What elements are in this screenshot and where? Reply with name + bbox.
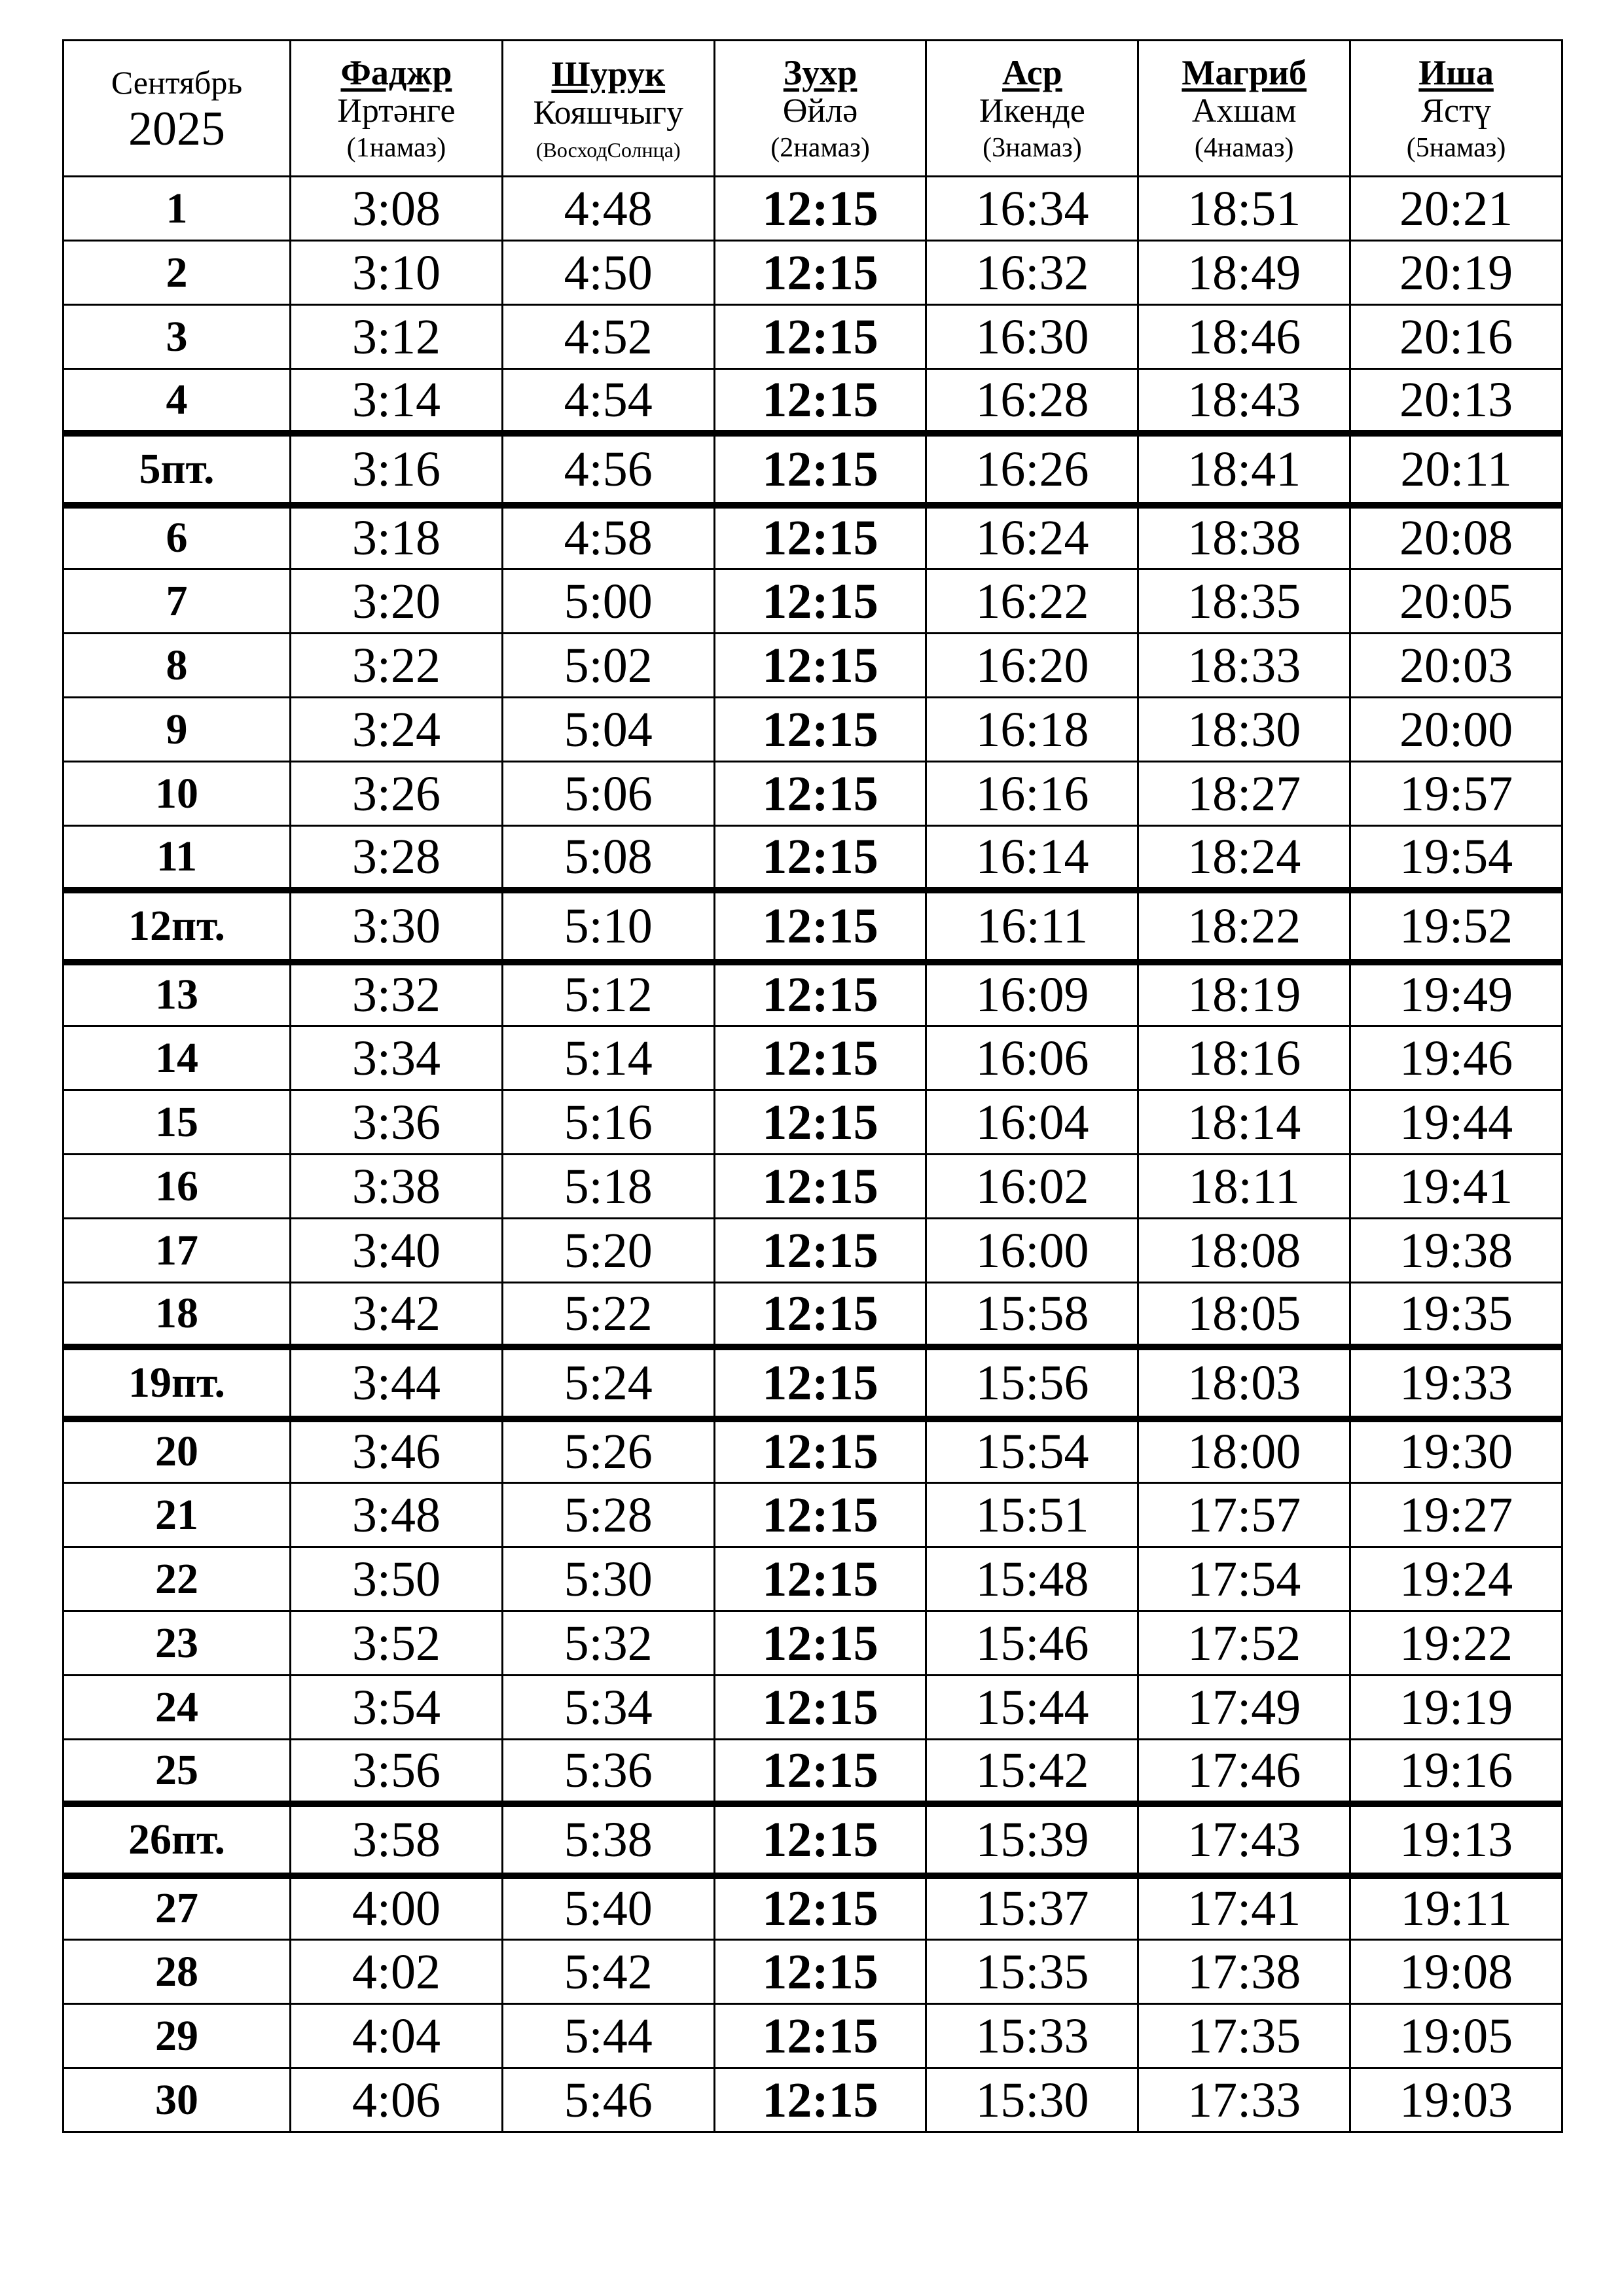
shuruq-time: 4:58 (502, 505, 714, 569)
table-row (63, 177, 1562, 241)
shuruq-header (502, 41, 714, 177)
zuhr-time: 12:15 (714, 1347, 926, 1419)
day-cell: 15 (63, 1090, 291, 1155)
asr-time: 16:11 (926, 890, 1138, 962)
day-cell: 19пт. (63, 1347, 291, 1419)
isha-time: 20:05 (1350, 569, 1562, 634)
isha-time: 19:27 (1350, 1483, 1562, 1547)
day-cell: 21 (63, 1483, 291, 1547)
day-cell: 22 (63, 1547, 291, 1611)
day-cell: 16 (63, 1155, 291, 1219)
zuhr-time: 12:15 (714, 1090, 926, 1155)
fajr-time: 3:18 (291, 505, 503, 569)
maghrib-time: 18:27 (1138, 762, 1350, 826)
zuhr-time: 12:15 (714, 890, 926, 962)
maghrib-time: 18:38 (1138, 505, 1350, 569)
table-row (63, 1090, 1562, 1155)
fajr-header (291, 41, 503, 177)
fajr-time: 3:52 (291, 1611, 503, 1676)
fajr-time: 3:16 (291, 433, 503, 505)
table-row (63, 634, 1562, 698)
table-row-friday (63, 433, 1562, 505)
asr-note: (3намаз) (983, 133, 1082, 164)
day-cell: 20 (63, 1419, 291, 1483)
zuhr-arabic-name: Зухр (783, 52, 857, 92)
fajr-time: 3:50 (291, 1547, 503, 1611)
shuruq-note: (ВосходСолнца) (535, 137, 681, 162)
day-cell: 29 (63, 2004, 291, 2068)
fajr-time: 3:22 (291, 634, 503, 698)
shuruq-time: 5:00 (502, 569, 714, 634)
isha-arabic-name: Иша (1418, 52, 1494, 92)
table-row (63, 698, 1562, 762)
shuruq-time: 5:32 (502, 1611, 714, 1676)
day-cell: 11 (63, 826, 291, 890)
zuhr-time: 12:15 (714, 177, 926, 241)
year-label: 2025 (128, 102, 225, 156)
fajr-time: 4:00 (291, 1876, 503, 1940)
maghrib-arabic-name: Магриб (1182, 52, 1307, 92)
asr-time: 15:37 (926, 1876, 1138, 1940)
shuruq-time: 4:54 (502, 369, 714, 433)
zuhr-time: 12:15 (714, 1940, 926, 2004)
shuruq-time: 5:24 (502, 1347, 714, 1419)
table-row (63, 762, 1562, 826)
zuhr-time: 12:15 (714, 634, 926, 698)
fajr-time: 3:10 (291, 241, 503, 305)
zuhr-time: 12:15 (714, 1283, 926, 1347)
zuhr-time: 12:15 (714, 1026, 926, 1090)
asr-time: 16:18 (926, 698, 1138, 762)
maghrib-time: 18:35 (1138, 569, 1350, 634)
isha-time: 20:11 (1350, 433, 1562, 505)
day-cell: 26пт. (63, 1804, 291, 1876)
maghrib-time: 17:46 (1138, 1740, 1350, 1804)
shuruq-tatar-name: Кояшчыгу (533, 94, 683, 132)
isha-time: 20:16 (1350, 305, 1562, 369)
isha-time: 19:44 (1350, 1090, 1562, 1155)
fajr-time: 3:12 (291, 305, 503, 369)
day-cell: 17 (63, 1219, 291, 1283)
zuhr-time: 12:15 (714, 2068, 926, 2132)
isha-time: 20:00 (1350, 698, 1562, 762)
day-cell: 23 (63, 1611, 291, 1676)
maghrib-time: 18:11 (1138, 1155, 1350, 1219)
zuhr-time: 12:15 (714, 762, 926, 826)
day-cell: 2 (63, 241, 291, 305)
fajr-time: 3:28 (291, 826, 503, 890)
isha-tatar-name: Ястү (1421, 92, 1491, 130)
isha-time: 19:38 (1350, 1219, 1562, 1283)
fajr-time: 3:32 (291, 962, 503, 1026)
asr-time: 16:20 (926, 634, 1138, 698)
day-cell: 10 (63, 762, 291, 826)
day-cell: 3 (63, 305, 291, 369)
fajr-time: 3:24 (291, 698, 503, 762)
maghrib-time: 18:16 (1138, 1026, 1350, 1090)
zuhr-time: 12:15 (714, 826, 926, 890)
asr-time: 16:32 (926, 241, 1138, 305)
zuhr-time: 12:15 (714, 241, 926, 305)
maghrib-time: 17:33 (1138, 2068, 1350, 2132)
fajr-time: 3:26 (291, 762, 503, 826)
day-cell: 25 (63, 1740, 291, 1804)
shuruq-time: 5:34 (502, 1676, 714, 1740)
asr-time: 16:06 (926, 1026, 1138, 1090)
zuhr-time: 12:15 (714, 505, 926, 569)
isha-time: 19:54 (1350, 826, 1562, 890)
shuruq-time: 5:04 (502, 698, 714, 762)
asr-time: 15:46 (926, 1611, 1138, 1676)
isha-time: 19:19 (1350, 1676, 1562, 1740)
asr-time: 15:33 (926, 2004, 1138, 2068)
fajr-time: 3:46 (291, 1419, 503, 1483)
table-row-friday (63, 1347, 1562, 1419)
isha-time: 20:19 (1350, 241, 1562, 305)
shuruq-time: 5:08 (502, 826, 714, 890)
fajr-time: 3:30 (291, 890, 503, 962)
isha-time: 20:03 (1350, 634, 1562, 698)
asr-time: 16:34 (926, 177, 1138, 241)
fajr-time: 3:56 (291, 1740, 503, 1804)
maghrib-time: 18:14 (1138, 1090, 1350, 1155)
isha-note: (5намаз) (1406, 133, 1506, 164)
fajr-time: 3:38 (291, 1155, 503, 1219)
shuruq-time: 5:28 (502, 1483, 714, 1547)
asr-time: 16:04 (926, 1090, 1138, 1155)
fajr-time: 3:40 (291, 1219, 503, 1283)
asr-time: 15:30 (926, 2068, 1138, 2132)
table-row (63, 1676, 1562, 1740)
zuhr-time: 12:15 (714, 1483, 926, 1547)
table-row (63, 826, 1562, 890)
asr-time: 16:30 (926, 305, 1138, 369)
day-cell: 6 (63, 505, 291, 569)
asr-time: 16:22 (926, 569, 1138, 634)
shuruq-time: 4:52 (502, 305, 714, 369)
table-row-friday (63, 1804, 1562, 1876)
zuhr-time: 12:15 (714, 1676, 926, 1740)
asr-header (926, 41, 1138, 177)
isha-time: 19:49 (1350, 962, 1562, 1026)
fajr-time: 3:42 (291, 1283, 503, 1347)
fajr-tatar-name: Иртәнге (337, 92, 456, 130)
asr-time: 16:28 (926, 369, 1138, 433)
maghrib-tatar-name: Ахшам (1191, 92, 1297, 130)
shuruq-time: 5:46 (502, 2068, 714, 2132)
day-cell: 30 (63, 2068, 291, 2132)
table-row (63, 1419, 1562, 1483)
shuruq-time: 5:12 (502, 962, 714, 1026)
table-row (63, 305, 1562, 369)
maghrib-time: 17:41 (1138, 1876, 1350, 1940)
table-row (63, 1547, 1562, 1611)
isha-time: 19:35 (1350, 1283, 1562, 1347)
isha-time: 20:21 (1350, 177, 1562, 241)
day-cell: 24 (63, 1676, 291, 1740)
fajr-time: 3:34 (291, 1026, 503, 1090)
isha-time: 19:52 (1350, 890, 1562, 962)
shuruq-time: 5:40 (502, 1876, 714, 1940)
shuruq-time: 5:36 (502, 1740, 714, 1804)
fajr-time: 3:54 (291, 1676, 503, 1740)
fajr-time: 4:04 (291, 2004, 503, 2068)
shuruq-time: 5:10 (502, 890, 714, 962)
maghrib-note: (4намаз) (1194, 133, 1294, 164)
isha-time: 19:24 (1350, 1547, 1562, 1611)
maghrib-time: 18:24 (1138, 826, 1350, 890)
maghrib-time: 17:54 (1138, 1547, 1350, 1611)
zuhr-time: 12:15 (714, 1804, 926, 1876)
isha-time: 19:03 (1350, 2068, 1562, 2132)
fajr-time: 3:48 (291, 1483, 503, 1547)
table-row (63, 1611, 1562, 1676)
prayer-schedule-table (62, 39, 1563, 2133)
shuruq-time: 4:56 (502, 433, 714, 505)
shuruq-time: 5:18 (502, 1155, 714, 1219)
day-cell: 7 (63, 569, 291, 634)
asr-time: 15:44 (926, 1676, 1138, 1740)
zuhr-time: 12:15 (714, 433, 926, 505)
table-row (63, 1876, 1562, 1940)
isha-time: 20:13 (1350, 369, 1562, 433)
day-cell: 1 (63, 177, 291, 241)
isha-time: 19:46 (1350, 1026, 1562, 1090)
fajr-time: 3:36 (291, 1090, 503, 1155)
zuhr-time: 12:15 (714, 1876, 926, 1940)
maghrib-time: 18:30 (1138, 698, 1350, 762)
asr-time: 15:35 (926, 1940, 1138, 2004)
isha-time: 19:05 (1350, 2004, 1562, 2068)
shuruq-time: 5:14 (502, 1026, 714, 1090)
table-row-friday (63, 890, 1562, 962)
shuruq-time: 5:26 (502, 1419, 714, 1483)
asr-time: 15:58 (926, 1283, 1138, 1347)
asr-time: 16:14 (926, 826, 1138, 890)
isha-time: 19:57 (1350, 762, 1562, 826)
asr-time: 15:42 (926, 1740, 1138, 1804)
zuhr-time: 12:15 (714, 698, 926, 762)
zuhr-time: 12:15 (714, 962, 926, 1026)
shuruq-time: 4:50 (502, 241, 714, 305)
fajr-time: 3:44 (291, 1347, 503, 1419)
isha-time: 19:11 (1350, 1876, 1562, 1940)
shuruq-time: 5:02 (502, 634, 714, 698)
day-cell: 4 (63, 369, 291, 433)
asr-time: 16:16 (926, 762, 1138, 826)
asr-arabic-name: Аср (1002, 52, 1062, 92)
isha-time: 19:22 (1350, 1611, 1562, 1676)
isha-time: 19:13 (1350, 1804, 1562, 1876)
table-row (63, 1483, 1562, 1547)
asr-time: 16:00 (926, 1219, 1138, 1283)
asr-time: 16:24 (926, 505, 1138, 569)
zuhr-time: 12:15 (714, 569, 926, 634)
fajr-time: 3:08 (291, 177, 503, 241)
shuruq-time: 5:38 (502, 1804, 714, 1876)
maghrib-time: 18:51 (1138, 177, 1350, 241)
table-row (63, 1283, 1562, 1347)
zuhr-tatar-name: Өйлә (782, 92, 858, 130)
shuruq-time: 5:22 (502, 1283, 714, 1347)
maghrib-time: 18:05 (1138, 1283, 1350, 1347)
maghrib-time: 17:49 (1138, 1676, 1350, 1740)
zuhr-header (714, 41, 926, 177)
table-row (63, 2068, 1562, 2132)
table-header (63, 41, 1562, 177)
maghrib-time: 18:33 (1138, 634, 1350, 698)
shuruq-arabic-name: Шурук (551, 54, 666, 94)
asr-time: 16:02 (926, 1155, 1138, 1219)
table-row (63, 505, 1562, 569)
maghrib-time: 18:03 (1138, 1347, 1350, 1419)
isha-time: 19:08 (1350, 1940, 1562, 2004)
asr-time: 16:26 (926, 433, 1138, 505)
zuhr-time: 12:15 (714, 1740, 926, 1804)
table-row (63, 241, 1562, 305)
maghrib-time: 17:52 (1138, 1611, 1350, 1676)
maghrib-time: 18:00 (1138, 1419, 1350, 1483)
table-row (63, 1940, 1562, 2004)
maghrib-time: 18:22 (1138, 890, 1350, 962)
maghrib-time: 18:41 (1138, 433, 1350, 505)
day-cell: 13 (63, 962, 291, 1026)
fajr-arabic-name: Фаджр (340, 52, 452, 92)
zuhr-time: 12:15 (714, 1547, 926, 1611)
isha-time: 19:41 (1350, 1155, 1562, 1219)
isha-header (1350, 41, 1562, 177)
isha-time: 19:16 (1350, 1740, 1562, 1804)
maghrib-header (1138, 41, 1350, 177)
shuruq-time: 5:06 (502, 762, 714, 826)
zuhr-time: 12:15 (714, 1155, 926, 1219)
fajr-time: 4:06 (291, 2068, 503, 2132)
zuhr-time: 12:15 (714, 1419, 926, 1483)
day-cell: 9 (63, 698, 291, 762)
asr-time: 15:39 (926, 1804, 1138, 1876)
fajr-time: 3:20 (291, 569, 503, 634)
day-cell: 27 (63, 1876, 291, 1940)
maghrib-time: 17:35 (1138, 2004, 1350, 2068)
zuhr-note: (2намаз) (770, 133, 870, 164)
shuruq-time: 5:44 (502, 2004, 714, 2068)
maghrib-time: 17:43 (1138, 1804, 1350, 1876)
shuruq-time: 5:20 (502, 1219, 714, 1283)
fajr-time: 4:02 (291, 1940, 503, 2004)
zuhr-time: 12:15 (714, 2004, 926, 2068)
maghrib-time: 18:19 (1138, 962, 1350, 1026)
zuhr-time: 12:15 (714, 305, 926, 369)
table-row (63, 2004, 1562, 2068)
month-year-header (63, 41, 291, 177)
asr-time: 15:54 (926, 1419, 1138, 1483)
maghrib-time: 18:43 (1138, 369, 1350, 433)
maghrib-time: 18:46 (1138, 305, 1350, 369)
fajr-time: 3:14 (291, 369, 503, 433)
month-label: Сентябрь (111, 64, 243, 101)
table-row (63, 962, 1562, 1026)
day-cell: 12пт. (63, 890, 291, 962)
asr-time: 16:09 (926, 962, 1138, 1026)
table-row (63, 1155, 1562, 1219)
zuhr-time: 12:15 (714, 369, 926, 433)
day-cell: 5пт. (63, 433, 291, 505)
maghrib-time: 18:49 (1138, 241, 1350, 305)
maghrib-time: 17:57 (1138, 1483, 1350, 1547)
day-cell: 18 (63, 1283, 291, 1347)
table-body (63, 177, 1562, 2132)
table-row (63, 1026, 1562, 1090)
isha-time: 20:08 (1350, 505, 1562, 569)
shuruq-time: 5:16 (502, 1090, 714, 1155)
isha-time: 19:30 (1350, 1419, 1562, 1483)
header-row (63, 41, 1562, 177)
fajr-time: 3:58 (291, 1804, 503, 1876)
shuruq-time: 5:30 (502, 1547, 714, 1611)
maghrib-time: 17:38 (1138, 1940, 1350, 2004)
zuhr-time: 12:15 (714, 1611, 926, 1676)
asr-time: 15:56 (926, 1347, 1138, 1419)
shuruq-time: 5:42 (502, 1940, 714, 2004)
table-row (63, 1740, 1562, 1804)
asr-time: 15:48 (926, 1547, 1138, 1611)
table-row (63, 1219, 1562, 1283)
maghrib-time: 18:08 (1138, 1219, 1350, 1283)
asr-time: 15:51 (926, 1483, 1138, 1547)
isha-time: 19:33 (1350, 1347, 1562, 1419)
asr-tatar-name: Икенде (979, 92, 1085, 130)
table-row (63, 369, 1562, 433)
table-row (63, 569, 1562, 634)
day-cell: 28 (63, 1940, 291, 2004)
day-cell: 8 (63, 634, 291, 698)
shuruq-time: 4:48 (502, 177, 714, 241)
day-cell: 14 (63, 1026, 291, 1090)
fajr-note: (1намаз) (346, 133, 446, 164)
zuhr-time: 12:15 (714, 1219, 926, 1283)
